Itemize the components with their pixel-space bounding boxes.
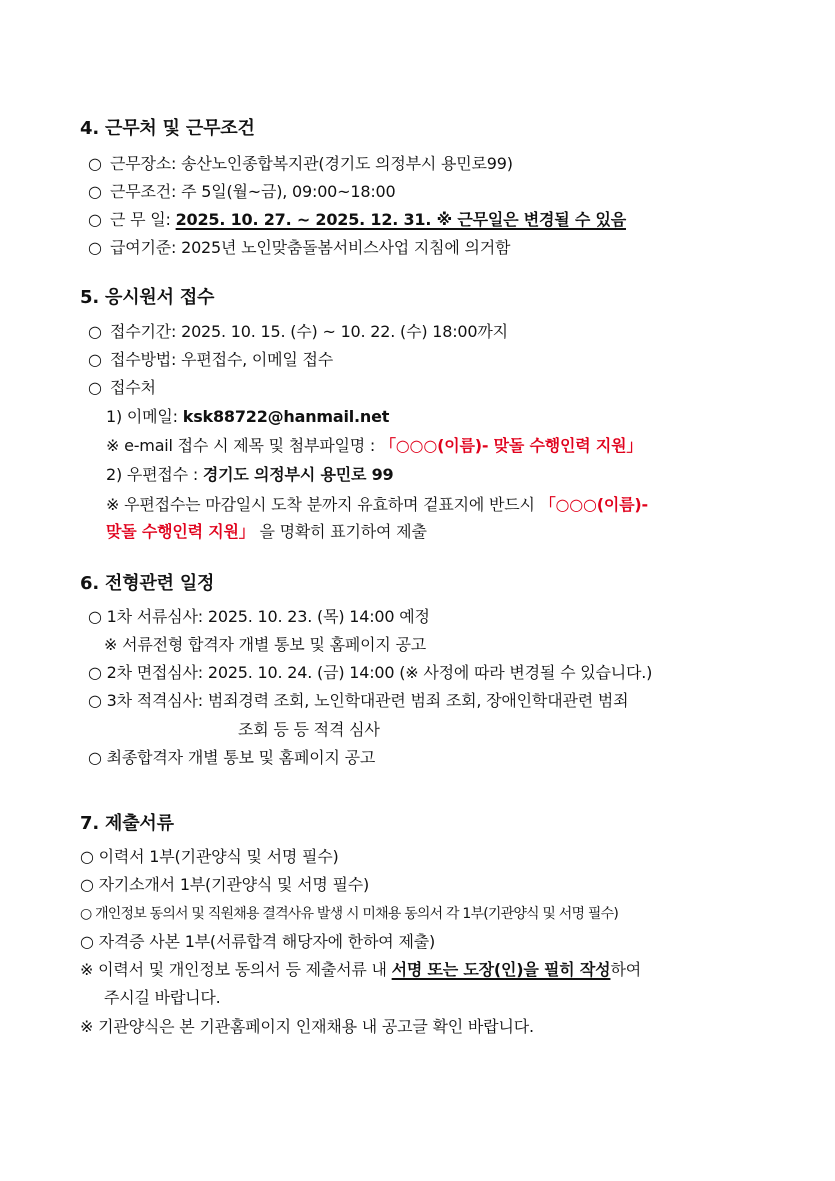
sec4-item-period: ○ 근 무 일: 2025. 10. 27. ~ 2025. 12. 31. ※ 근무일은 변경될 수 있음 (88, 210, 627, 229)
post-address: 경기도 의정부시 용민로 99 (202, 465, 394, 484)
work-period-bold: 2025. 10. 27. ~ 2025. 12. 31. ※ 근무일은 변경될 수 있음 (175, 210, 627, 229)
sec7-note-form: ※ 기관양식은 본 기관홈페이지 인재채용 내 공고글 확인 바랍니다. (80, 1017, 534, 1036)
email-address: ksk88722@hanmail.net (182, 407, 390, 426)
section-7-heading: 7. 제출서류 (80, 813, 174, 834)
sec6-item-third: ○ 3차 적격심사: 범죄경력 조회, 노인학대관련 범죄 조회, 장애인학대관련 범죄 (88, 691, 629, 710)
sec7-item-intro: ○ 자기소개서 1부(기관양식 및 서명 필수) (80, 875, 370, 894)
email-subject-format: 「○○○(이름)- 맞돌 수행인력 지원」 (380, 436, 643, 455)
post-note-cont: 맞돌 수행인력 지원」 을 명확히 표기하여 제출 (106, 522, 427, 541)
sec7-note-signature-cont: 주시길 바랍니다. (104, 988, 221, 1007)
sec6-item-first: ○ 1차 서류심사: 2025. 10. 23. (목) 14:00 예정 (88, 607, 430, 626)
signature-required: 서명 또는 도장(인)을 필히 작성 (391, 960, 611, 979)
email-line: 1) 이메일: ksk88722@hanmail.net (106, 407, 390, 426)
sec5-item-period: ○ 접수기간: 2025. 10. 15. (수) ~ 10. 22. (수) 18:00까지 (88, 322, 508, 341)
sec5-item-method: ○ 접수방법: 우편접수, 이메일 접수 (88, 350, 334, 369)
sec7-item-license: ○ 자격증 사본 1부(서류합격 해당자에 한하여 제출) (80, 932, 436, 951)
sec4-item-salary: ○ 급여기준: 2025년 노인맞춤돌봄서비스사업 지침에 의거함 (88, 238, 511, 257)
sec6-item-second: ○ 2차 면접심사: 2025. 10. 24. (금) 14:00 (※ 사정에 따라 변경될 수 있습니다.) (88, 663, 653, 682)
sec6-item-final: ○ 최종합격자 개별 통보 및 홈페이지 공고 (88, 748, 376, 767)
post-line: 2) 우편접수 : 경기도 의정부시 용민로 99 (106, 465, 394, 484)
section-6-heading: 6. 전형관련 일정 (80, 573, 215, 594)
section-4-heading: 4. 근무처 및 근무조건 (80, 118, 255, 139)
sec4-item-workplace: ○ 근무장소: 송산노인종합복지관(경기도 의정부시 용민로99) (88, 154, 513, 173)
sec7-note-signature: ※ 이력서 및 개인정보 동의서 등 제출서류 내 서명 또는 도장(인)을 필히 작성하여 (80, 960, 641, 979)
sec7-item-consent: ○ 개인정보 동의서 및 직원채용 결격사유 발생 시 미채용 동의서 각 1부(기관양식 및 서명 필수) (80, 906, 619, 922)
post-note: ※ 우편접수는 마감일시 도착 분까지 유효하며 겉표지에 반드시 「○○○(이름)- (106, 495, 648, 514)
sec4-item-conditions: ○ 근무조건: 주 5일(월~금), 09:00~18:00 (88, 182, 396, 201)
email-note: ※ e-mail 접수 시 제목 및 첨부파일명 : 「○○○(이름)- 맞돌 수행인력 지원」 (106, 436, 643, 455)
section-5-heading: 5. 응시원서 접수 (80, 287, 215, 308)
post-subject-format-2: 맞돌 수행인력 지원」 (106, 522, 255, 541)
sec5-item-place: ○ 접수처 (88, 378, 156, 397)
post-subject-format-1: 「○○○(이름)- (539, 495, 648, 514)
sec6-item-third-cont: 조회 등 등 적격 심사 (238, 720, 380, 739)
sec7-item-resume: ○ 이력서 1부(기관양식 및 서명 필수) (80, 847, 339, 866)
sec6-note-first: ※ 서류전형 합격자 개별 통보 및 홈페이지 공고 (104, 635, 427, 654)
